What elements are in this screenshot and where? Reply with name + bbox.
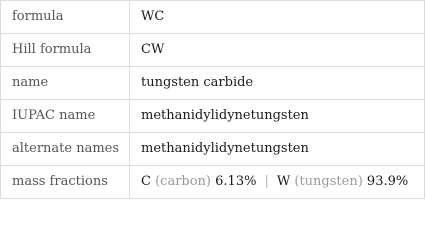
row-label-iupac-name: IUPAC name (1, 100, 130, 133)
table-row (1, 100, 425, 133)
row-value-mass-fractions (130, 166, 425, 199)
row-label-alternate-names: alternate names (1, 133, 130, 166)
table-row (1, 67, 425, 100)
separator: | (264, 174, 269, 189)
element-symbol: C (141, 174, 151, 189)
table-row (1, 34, 425, 67)
element-percent: 6.13% (215, 174, 257, 189)
row-value-hill-formula: CW (130, 34, 425, 67)
row-label-mass-fractions: mass fractions (1, 166, 130, 199)
row-label-formula: formula (1, 1, 130, 34)
element-name: (tungsten) (294, 174, 363, 189)
row-value-formula: WC (130, 1, 425, 34)
element-symbol: W (276, 174, 291, 189)
mass-fraction-tungsten (277, 174, 408, 189)
table-row (1, 166, 425, 199)
row-value-name: tungsten carbide (130, 67, 425, 100)
table-row (1, 1, 425, 34)
row-value-iupac-name: methanidylidynetungsten (130, 100, 425, 133)
row-label-name: name (1, 67, 130, 100)
element-name: (carbon) (155, 174, 212, 189)
mass-fraction-carbon (141, 174, 256, 189)
row-label-hill-formula: Hill formula (1, 34, 130, 67)
element-percent: 93.9% (366, 174, 409, 189)
table-row (1, 133, 425, 166)
row-value-alternate-names: methanidylidynetungsten (130, 133, 425, 166)
